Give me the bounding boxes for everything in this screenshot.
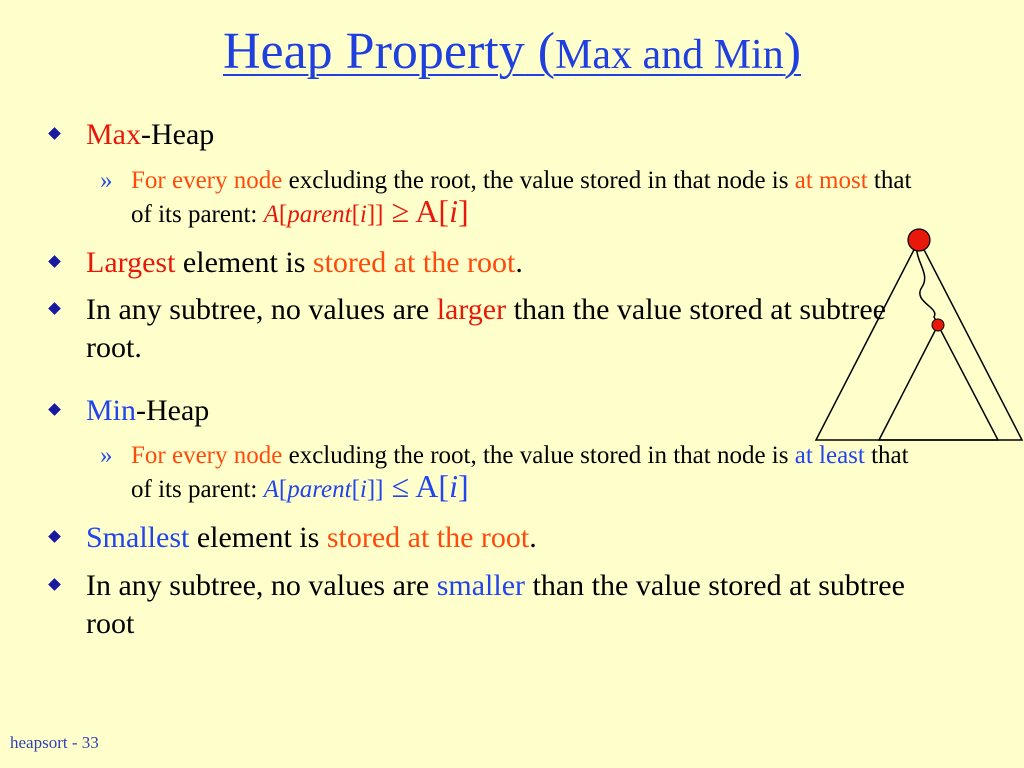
formula-leq: ≤	[383, 468, 416, 504]
diamond-bullet-icon	[48, 578, 61, 591]
formula-i: i	[359, 201, 367, 228]
diamond-bullet-icon	[48, 403, 61, 416]
subtree-text-2: than the value stored at subtree root	[86, 569, 905, 640]
definition-text: excluding the root, the value stored in that node is	[282, 442, 795, 469]
formula-close: ]]	[366, 476, 384, 503]
bullet-min-heap	[58, 392, 888, 430]
bullet-largest	[58, 244, 888, 282]
root-node	[908, 229, 930, 251]
largest-text: element is	[175, 246, 313, 279]
for-every-node: For every node	[131, 167, 283, 194]
formula-rhs-close: ]	[457, 193, 469, 229]
bullet-any-subtree-min	[58, 567, 918, 643]
period: .	[515, 246, 523, 279]
for-every-node: For every node	[131, 442, 283, 469]
definition-text-2: that of its parent:	[131, 167, 912, 228]
diamond-bullet-icon	[48, 530, 61, 543]
subtree-root-node	[932, 319, 944, 331]
period: .	[529, 521, 537, 554]
formula-rhs-close: ]	[457, 468, 469, 504]
formula-rhs-i: i	[449, 193, 458, 229]
min-label: Min	[86, 394, 137, 427]
formula-bracket-2: [	[351, 201, 360, 228]
smallest-text: element is	[189, 521, 327, 554]
definition-text-2: that of its parent:	[131, 442, 909, 503]
formula-a: A	[263, 476, 279, 503]
slide-footer: heapsort - 33	[10, 733, 99, 752]
formula-geq: ≥	[383, 193, 416, 229]
sub-bullet-max-definition	[100, 166, 930, 230]
formula-bracket-2: [	[351, 476, 360, 503]
outer-tree-triangle	[816, 240, 1022, 440]
bullet-smallest	[58, 519, 888, 557]
formula-rhs-i: i	[449, 468, 458, 504]
slide-title	[0, 22, 1024, 85]
heap-tree-diagram	[810, 222, 1024, 446]
formula-bracket: [	[278, 476, 288, 503]
at-most-text: at most	[794, 167, 868, 194]
title-main: Heap Property	[222, 23, 525, 80]
subtree-text-2: than the value stored at subtree root.	[86, 293, 886, 364]
max-label: Max	[86, 118, 141, 151]
definition-text: excluding the root, the value stored in that node is	[282, 167, 795, 194]
heap-label: -Heap	[141, 118, 215, 151]
stored-at-root-text: stored at the root	[326, 521, 530, 554]
subtree-triangle	[879, 325, 998, 440]
heap-label: -Heap	[136, 394, 210, 427]
formula-rhs: A[	[415, 468, 450, 504]
diamond-bullet-icon	[48, 127, 61, 140]
formula-a: A	[263, 201, 279, 228]
smallest-word: Smallest	[86, 521, 190, 554]
subtree-text: In any subtree, no values are	[86, 293, 437, 326]
at-least-text: at least	[794, 442, 865, 469]
title-subtitle: Max and Min	[555, 32, 784, 78]
largest-word: Largest	[86, 246, 176, 279]
stored-at-root-text: stored at the root	[312, 246, 516, 279]
path-squiggle	[917, 240, 938, 325]
larger-word: larger	[436, 293, 507, 326]
max-formula	[263, 193, 469, 229]
diamond-bullet-icon	[48, 255, 61, 268]
formula-parent: parent	[287, 476, 352, 503]
chevron-bullet-icon: »	[100, 442, 113, 469]
formula-i: i	[359, 476, 367, 503]
title-close-paren: )	[783, 23, 802, 80]
min-formula	[263, 468, 469, 504]
chevron-bullet-icon: »	[100, 167, 113, 194]
subtree-text: In any subtree, no values are	[86, 569, 437, 602]
formula-parent: parent	[287, 201, 352, 228]
title-open-paren: (	[524, 23, 556, 80]
formula-bracket: [	[278, 201, 288, 228]
formula-close: ]]	[366, 201, 384, 228]
smaller-word: smaller	[436, 569, 526, 602]
formula-rhs: A[	[415, 193, 450, 229]
diamond-bullet-icon	[48, 302, 61, 315]
bullet-max-heap	[58, 116, 888, 154]
sub-bullet-min-definition	[100, 441, 930, 505]
bullet-any-subtree-max	[58, 291, 888, 367]
